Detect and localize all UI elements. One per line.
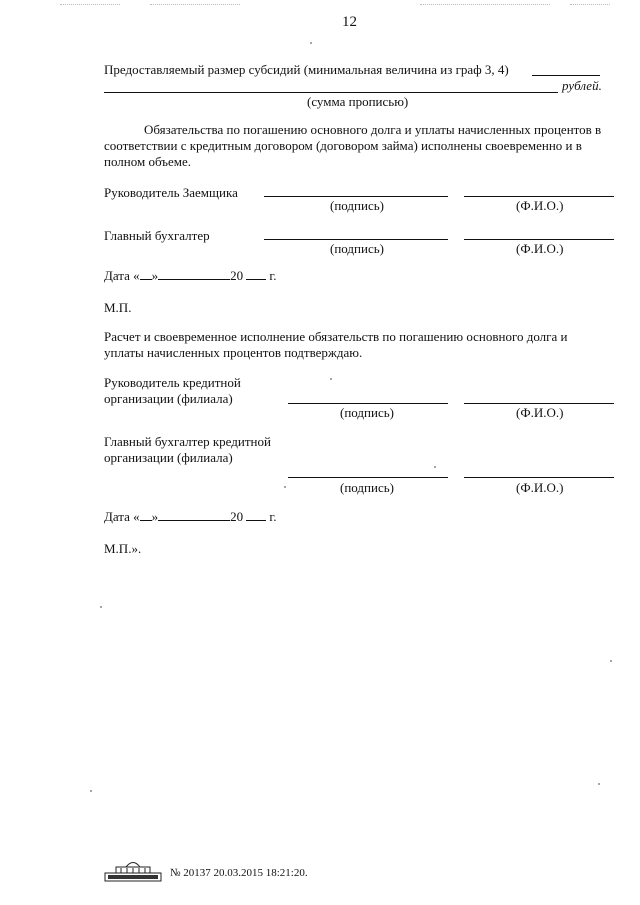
scan-artifact [420, 4, 550, 5]
name-caption: (Ф.И.О.) [516, 241, 564, 256]
name-caption: (Ф.И.О.) [516, 405, 564, 420]
date-day-blank [140, 520, 152, 521]
bank-head-label-line: Руководитель кредитной [104, 375, 241, 390]
date-prefix: Дата « [104, 509, 140, 524]
date-year-blank [246, 279, 266, 280]
bank-accountant-label [104, 434, 271, 466]
scan-speck [434, 466, 436, 468]
date-quote-close: » [151, 509, 159, 524]
date-day-blank [140, 279, 152, 280]
page-number: 12 [342, 14, 357, 30]
bank-head-label-line: организации (филиала) [104, 391, 233, 406]
borrower-accountant-label: Главный бухгалтер [104, 228, 210, 243]
confirmation-line: уплаты начисленных процентов подтверждаю. [104, 345, 363, 360]
currency-label: рублей. [562, 78, 602, 93]
borrower-accountant-signature-line [264, 239, 448, 240]
confirmation-line: Расчет и своевременное исполнение обязательств по погашению основного долга и [104, 329, 568, 344]
borrower-head-signature-line [264, 196, 448, 197]
name-caption: (Ф.И.О.) [516, 480, 564, 495]
seal-placeholder: М.П.». [104, 541, 142, 556]
date-month-blank [158, 520, 230, 521]
obligations-paragraph [104, 122, 610, 170]
signature-caption: (подпись) [340, 480, 394, 495]
scan-speck [284, 486, 286, 488]
bank-head-signature-line [288, 403, 448, 404]
signature-caption: (подпись) [330, 198, 384, 213]
name-caption: (Ф.И.О.) [516, 198, 564, 213]
amount-in-words-caption: (сумма прописью) [307, 94, 409, 109]
scan-speck [90, 790, 92, 792]
registry-stamp-icon [104, 858, 162, 882]
registration-number: № 20137 20.03.2015 18:21:20. [170, 867, 308, 879]
bank-date [104, 509, 277, 525]
bank-head-label [104, 375, 241, 407]
bank-accountant-signature-line [288, 477, 448, 478]
obligations-line: полном объеме. [104, 154, 191, 169]
bank-accountant-name-line [464, 477, 614, 478]
date-prefix: Дата « [104, 268, 140, 283]
scan-speck [330, 378, 332, 380]
bank-head-name-line [464, 403, 614, 404]
date-year-blank [246, 520, 266, 521]
scan-artifact [570, 4, 610, 5]
obligations-line: соответствии с кредитным договором (договором займа) исполнены своевременно и в [104, 138, 582, 153]
borrower-head-label: Руководитель Заемщика [104, 185, 238, 200]
bank-accountant-label-line: Главный бухгалтер кредитной [104, 434, 271, 449]
date-year-prefix: 20 [230, 268, 244, 283]
signature-caption: (подпись) [330, 241, 384, 256]
scan-artifact [60, 4, 120, 5]
confirmation-paragraph [104, 329, 610, 361]
date-year-suffix: г. [269, 509, 277, 524]
subsidy-amount-line [532, 75, 600, 76]
date-year-prefix: 20 [230, 509, 244, 524]
scan-speck [598, 783, 600, 785]
subsidy-words-line [104, 92, 558, 93]
signature-caption: (подпись) [340, 405, 394, 420]
obligations-line: Обязательства по погашению основного долга и уплаты начисленных процентов в [144, 122, 602, 137]
borrower-date [104, 268, 277, 284]
borrower-head-name-line [464, 196, 614, 197]
subsidy-label: Предоставляемый размер субсидий (минимальная величина из граф 3, 4) [104, 62, 509, 77]
date-quote-close: » [151, 268, 159, 283]
scan-artifact [150, 4, 240, 5]
seal-placeholder: М.П. [104, 300, 132, 315]
scan-speck [310, 42, 312, 44]
scan-speck [100, 606, 102, 608]
borrower-accountant-name-line [464, 239, 614, 240]
date-month-blank [158, 279, 230, 280]
scan-speck [610, 660, 612, 662]
date-year-suffix: г. [269, 268, 277, 283]
bank-accountant-label-line: организации (филиала) [104, 450, 233, 465]
